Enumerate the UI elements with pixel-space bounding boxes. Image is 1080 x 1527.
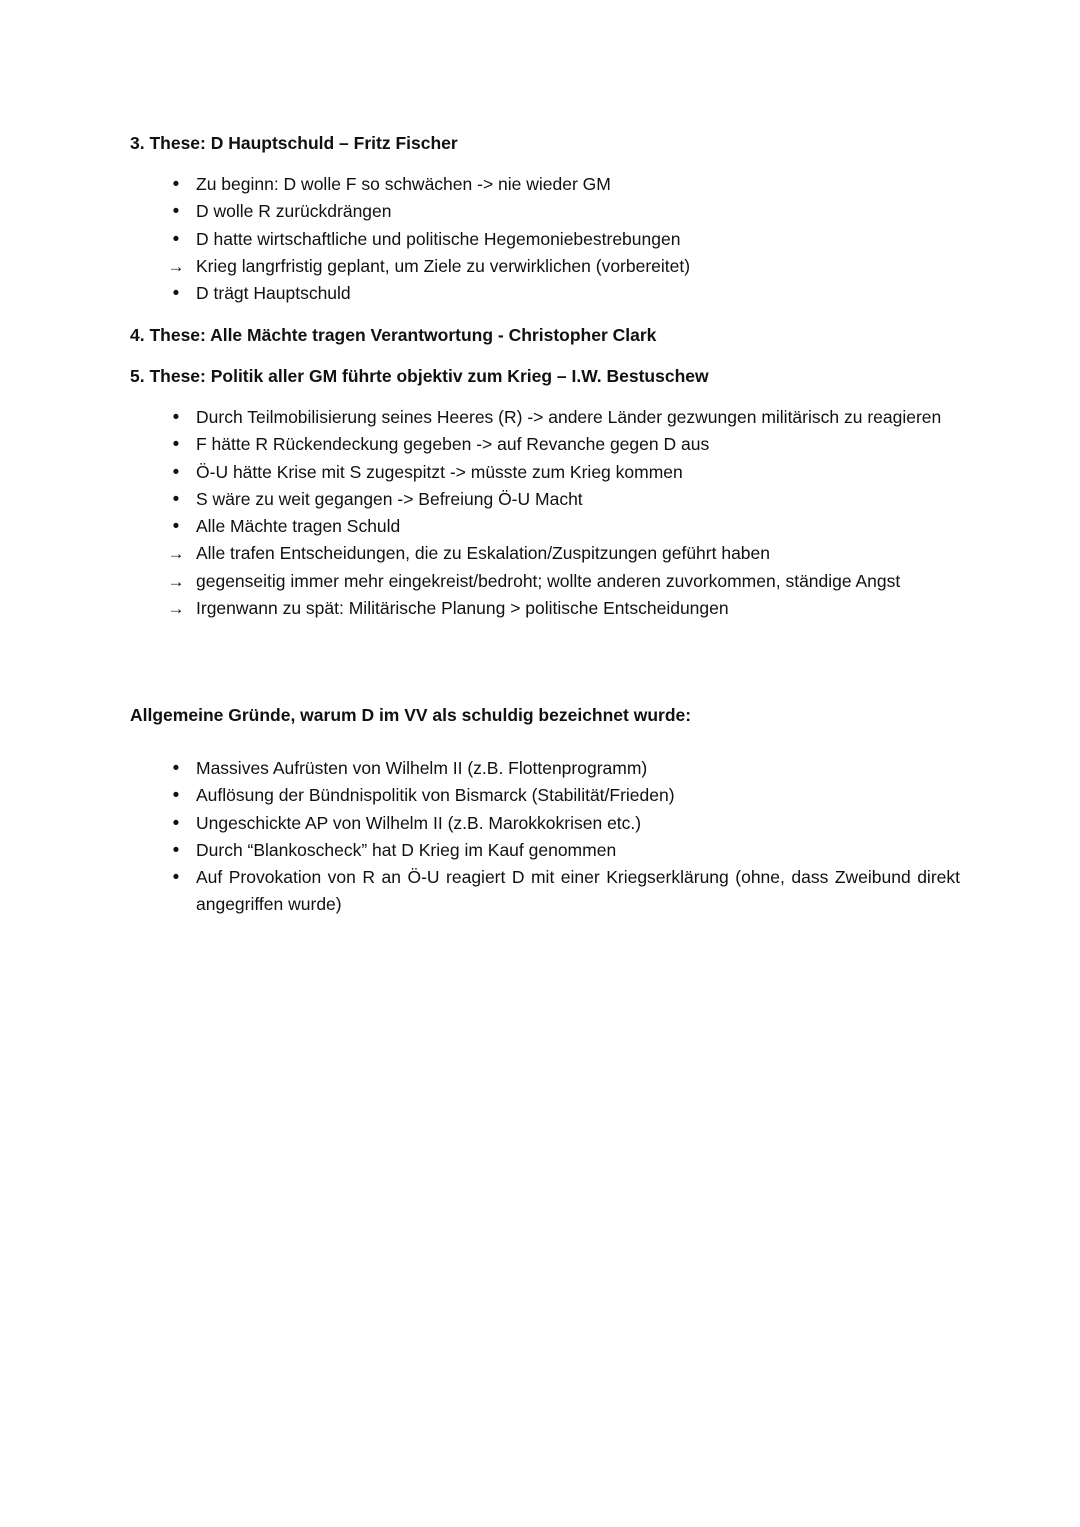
section-3-list-wrap (130, 171, 960, 307)
list-item (130, 486, 960, 513)
general-reasons-list-wrap (130, 755, 960, 919)
list-item (130, 171, 960, 198)
list-item-text: Durch “Blankoscheck” hat D Krieg im Kauf genommen (196, 839, 617, 860)
list-item (130, 810, 960, 837)
bullet-icon: • (172, 283, 180, 305)
list-item (130, 280, 960, 307)
list-item (130, 595, 960, 622)
list-item (130, 404, 960, 431)
bullet-icon: • (172, 228, 180, 250)
bullet-icon: • (172, 758, 180, 779)
list-item (130, 782, 960, 809)
arrow-right-icon: → (167, 544, 185, 564)
section-4-heading: 4. These: Alle Mächte tragen Verantwortung - Christopher Clark (130, 325, 657, 345)
section-3-list (130, 171, 960, 307)
general-reasons-list (130, 755, 960, 919)
list-item-text: Ö-U hätte Krise mit S zugespitzt -> müsste zum Krieg kommen (196, 461, 683, 482)
list-item (130, 837, 960, 864)
bullet-icon: • (172, 516, 180, 538)
list-item-text: D hatte wirtschaftliche und politische Hegemoniebestrebungen (196, 228, 681, 249)
list-item (130, 540, 960, 567)
arrow-right-icon: → (167, 599, 185, 619)
list-item-text: Krieg langrfristig geplant, um Ziele zu verwirklichen (vorbereitet) (196, 255, 691, 276)
list-item-text: Alle trafen Entscheidungen, die zu Eskalation/Zuspitzungen geführt haben (196, 543, 770, 564)
list-item-text: S wäre zu weit gegangen -> Befreiung Ö-U Macht (196, 488, 583, 509)
bullet-icon: • (172, 785, 180, 807)
bullet-icon: • (172, 461, 180, 483)
general-reasons (130, 703, 960, 727)
list-item-text: Durch Teilmobilisierung seines Heeres (R) -> andere Länder gezwungen militärisch zu reagieren (196, 407, 942, 427)
bullet-icon: • (172, 201, 180, 223)
list-item-text: Alle Mächte tragen Schuld (196, 516, 401, 537)
section-5 (130, 364, 960, 388)
bullet-icon: • (172, 867, 180, 889)
bullet-icon: • (172, 174, 180, 195)
list-item-text: Auf Provokation von R an Ö-U reagiert D mit einer Kriegserklärung (ohne, dass Zweibund direkt angegriffen wurde) (196, 867, 960, 915)
section-3-heading: 3. These: D Hauptschuld – Fritz Fischer (130, 133, 458, 153)
section-4 (130, 323, 960, 347)
list-item (130, 253, 960, 280)
section-3 (130, 131, 960, 155)
list-item (130, 513, 960, 540)
section-5-list-wrap (130, 404, 960, 622)
bullet-icon: • (172, 839, 180, 861)
list-item-text: Zu beginn: D wolle F so schwächen -> nie wieder GM (196, 174, 611, 194)
list-item-text: Massives Aufrüsten von Wilhelm II (z.B. Flottenprogramm) (196, 758, 648, 778)
list-item (130, 226, 960, 253)
arrow-right-icon: → (167, 571, 185, 591)
list-item-text: Auflösung der Bündnispolitik von Bismarck (Stabilität/Frieden) (196, 785, 675, 806)
list-item (130, 864, 960, 919)
general-reasons-heading: Allgemeine Gründe, warum D im VV als schuldig bezeichnet wurde: (130, 705, 692, 725)
section-5-list (130, 404, 960, 622)
list-item-text: D trägt Hauptschuld (196, 283, 351, 304)
list-item (130, 198, 960, 225)
list-item (130, 755, 960, 782)
bullet-icon: • (172, 488, 180, 510)
arrow-right-icon: → (167, 256, 185, 276)
bullet-icon: • (172, 812, 180, 834)
list-item-text: Irgenwann zu spät: Militärische Planung > politische Entscheidungen (196, 598, 729, 619)
list-item-text: Ungeschickte AP von Wilhelm II (z.B. Marokkokrisen etc.) (196, 812, 642, 833)
list-item-text: gegenseitig immer mehr eingekreist/bedroht; wollte anderen zuvorkommen, ständige Angst (196, 570, 901, 591)
section-5-heading: 5. These: Politik aller GM führte objektiv zum Krieg – I.W. Bestuschew (130, 366, 709, 386)
bullet-icon: • (172, 434, 180, 456)
list-item (130, 568, 960, 595)
list-item (130, 431, 960, 458)
list-item-text: F hätte R Rückendeckung gegeben -> auf Revanche gegen D aus (196, 434, 710, 455)
list-item (130, 459, 960, 486)
list-item-text: D wolle R zurückdrängen (196, 201, 392, 222)
bullet-icon: • (172, 407, 180, 428)
